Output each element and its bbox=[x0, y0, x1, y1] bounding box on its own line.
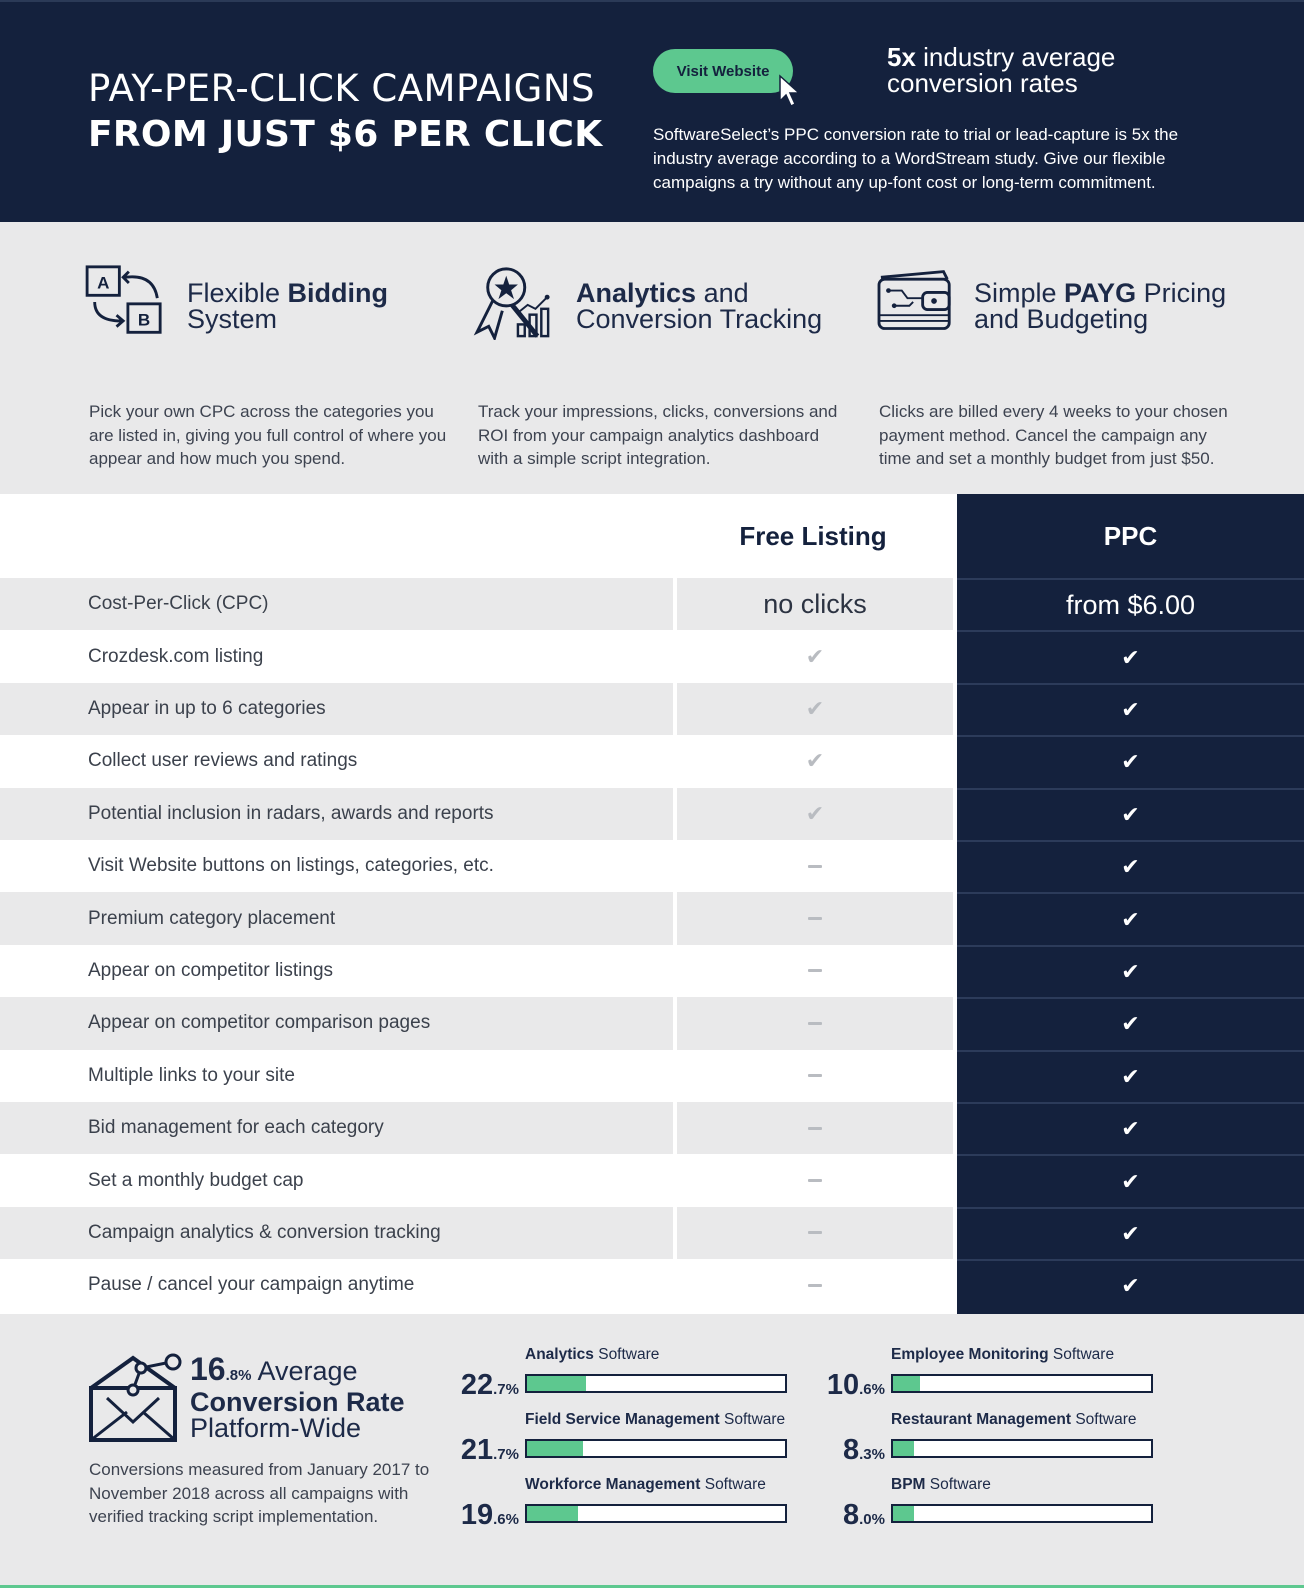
bar-percentage-dec: .0% bbox=[859, 1511, 885, 1528]
bar-label bbox=[891, 1346, 1114, 1364]
category-conversion-bar bbox=[427, 1340, 797, 1400]
cost-per-click-row bbox=[0, 578, 1304, 630]
bar-percentage-int: 21 bbox=[460, 1434, 494, 1466]
row-label: Multiple links to your site bbox=[88, 1064, 295, 1086]
ppc-cell bbox=[957, 683, 1304, 735]
free-cost-value: no clicks bbox=[763, 588, 867, 619]
free-cell bbox=[677, 1050, 953, 1102]
check-icon: ✔ bbox=[1121, 1220, 1140, 1246]
table-row bbox=[0, 1102, 1304, 1154]
check-icon: ✔ bbox=[805, 695, 825, 721]
feature-title-pre: Flexible bbox=[187, 278, 288, 308]
bar-label-rest: Software bbox=[700, 1476, 766, 1493]
bar-fill bbox=[527, 1506, 578, 1521]
feature-title-post: and bbox=[696, 278, 749, 308]
bar-track bbox=[891, 1374, 1153, 1393]
ppc-cell bbox=[957, 788, 1304, 840]
table-row bbox=[0, 1207, 1304, 1259]
ab-swap-icon bbox=[84, 264, 168, 338]
dash-icon bbox=[808, 1127, 822, 1130]
stats-section bbox=[0, 1314, 1304, 1588]
ppc-cell bbox=[957, 578, 1304, 630]
ppc-cell bbox=[957, 997, 1304, 1049]
table-row bbox=[0, 840, 1304, 892]
row-label: Campaign analytics & conversion tracking bbox=[0, 1207, 673, 1259]
free-cell bbox=[677, 892, 953, 944]
row-label: Appear on competitor comparison pages bbox=[0, 997, 673, 1049]
row-label: Collect user reviews and ratings bbox=[88, 750, 358, 772]
table-row bbox=[0, 997, 1304, 1049]
row-label: Appear in up to 6 categories bbox=[0, 683, 673, 735]
free-cell bbox=[677, 997, 953, 1049]
svg-text:A: A bbox=[97, 273, 110, 293]
bar-percentage bbox=[461, 1435, 519, 1470]
svg-text:B: B bbox=[137, 310, 151, 330]
free-cell bbox=[677, 840, 953, 892]
category-conversion-bar bbox=[793, 1340, 1163, 1400]
feature-description: Clicks are billed every 4 weeks to your chosen payment method. Cancel the campaign any time and set a monthly budget from just $50. bbox=[879, 402, 1228, 468]
ppc-cell bbox=[957, 1102, 1304, 1154]
category-conversion-bar bbox=[793, 1470, 1163, 1530]
row-label: Potential inclusion in radars, awards and reports bbox=[0, 788, 673, 840]
free-cell bbox=[677, 735, 953, 787]
check-icon: ✔ bbox=[805, 643, 825, 669]
dash-icon bbox=[808, 917, 822, 920]
bar-percentage-dec: .6% bbox=[493, 1511, 519, 1528]
bar-track bbox=[525, 1374, 787, 1393]
row-label: Premium category placement bbox=[0, 892, 673, 944]
ppc-header: PPC bbox=[1103, 520, 1158, 551]
row-label: Crozdesk.com listing bbox=[88, 645, 264, 667]
bar-label-bold: Analytics bbox=[525, 1346, 594, 1363]
average-line3: Platform-Wide bbox=[190, 1413, 362, 1443]
bar-label bbox=[525, 1346, 659, 1364]
bar-label bbox=[891, 1476, 991, 1494]
bar-percentage-dec: .7% bbox=[493, 1381, 519, 1398]
check-icon: ✔ bbox=[1121, 1273, 1140, 1299]
bar-percentage bbox=[827, 1370, 885, 1405]
bar-percentage-int: 8 bbox=[843, 1499, 860, 1531]
table-row bbox=[0, 788, 1304, 840]
dash-icon bbox=[808, 1074, 822, 1077]
bar-label-rest: Software bbox=[925, 1476, 991, 1493]
check-icon: ✔ bbox=[1121, 1168, 1140, 1194]
ppc-cell bbox=[957, 1154, 1304, 1206]
bar-percentage-int: 19 bbox=[460, 1499, 494, 1531]
free-cell bbox=[677, 578, 953, 630]
conversion-stat bbox=[887, 44, 1115, 96]
table-row bbox=[0, 630, 1304, 682]
category-conversion-bar bbox=[793, 1405, 1163, 1465]
free-cell bbox=[677, 788, 953, 840]
check-icon: ✔ bbox=[1121, 1116, 1140, 1142]
bar-percentage bbox=[461, 1370, 519, 1405]
bar-percentage bbox=[843, 1500, 885, 1535]
hero-title-line1: PAY-PER-CLICK CAMPAIGNS bbox=[88, 67, 595, 110]
hero-banner bbox=[0, 0, 1304, 222]
ppc-cell bbox=[957, 735, 1304, 787]
check-icon: ✔ bbox=[1121, 644, 1140, 670]
average-int: 16 bbox=[190, 1351, 226, 1387]
row-label: Set a monthly budget cap bbox=[88, 1169, 304, 1191]
hero-title bbox=[88, 66, 602, 158]
bar-percentage bbox=[843, 1435, 885, 1470]
average-dec: .8% bbox=[225, 1367, 252, 1384]
feature-title-line2: System bbox=[187, 304, 278, 334]
ppc-cell bbox=[957, 1259, 1304, 1311]
features-section bbox=[0, 222, 1304, 494]
feature-title-pre: Simple bbox=[974, 278, 1065, 308]
bar-label bbox=[525, 1411, 785, 1429]
ppc-cell bbox=[957, 892, 1304, 944]
dash-icon bbox=[808, 1179, 822, 1182]
ppc-cell bbox=[957, 1050, 1304, 1102]
ppc-cell bbox=[957, 840, 1304, 892]
average-conversion-title bbox=[190, 1351, 405, 1443]
check-icon: ✔ bbox=[1121, 906, 1140, 932]
table-row bbox=[0, 1259, 1304, 1311]
analytics-star-icon bbox=[473, 264, 557, 340]
free-listing-header: Free Listing bbox=[739, 520, 887, 551]
table-row bbox=[0, 945, 1304, 997]
wallet-icon bbox=[874, 264, 958, 338]
feature-title-bold: Bidding bbox=[287, 278, 389, 308]
feature-title-line2: and Budgeting bbox=[974, 304, 1149, 334]
bar-fill bbox=[893, 1506, 914, 1521]
feature-title bbox=[974, 280, 1226, 332]
bar-track bbox=[525, 1504, 787, 1523]
ppc-cell bbox=[957, 945, 1304, 997]
row-label: Appear on competitor listings bbox=[88, 959, 334, 981]
free-cell bbox=[677, 1102, 953, 1154]
bar-percentage-int: 22 bbox=[460, 1369, 494, 1401]
stat-multiplier: 5x bbox=[887, 42, 916, 72]
free-cell bbox=[677, 1259, 953, 1311]
ppc-cell bbox=[957, 630, 1304, 682]
comparison-table bbox=[0, 494, 1304, 1314]
dash-icon bbox=[808, 1284, 822, 1287]
category-conversion-bar bbox=[427, 1470, 797, 1530]
feature-title-bold: Analytics bbox=[576, 278, 697, 308]
dash-icon bbox=[808, 969, 822, 972]
free-cell bbox=[677, 630, 953, 682]
bar-fill bbox=[893, 1441, 914, 1456]
bar-label-bold: Restaurant Management bbox=[891, 1411, 1072, 1428]
feature-description: Pick your own CPC across the categories you are listed in, giving you full control of where you appear and how much you spend. bbox=[89, 402, 447, 468]
check-icon: ✔ bbox=[1121, 696, 1140, 722]
table-row bbox=[0, 683, 1304, 735]
feature-title-post: Pricing bbox=[1136, 278, 1227, 308]
check-icon: ✔ bbox=[1121, 854, 1140, 880]
stat-text-line2: conversion rates bbox=[887, 68, 1078, 98]
feature-title bbox=[576, 280, 822, 332]
average-description: Conversions measured from January 2017 to November 2018 across all campaigns with verified tracking script implementation. bbox=[89, 1460, 430, 1526]
free-cell bbox=[677, 683, 953, 735]
bar-label bbox=[891, 1411, 1137, 1429]
bar-percentage-dec: .6% bbox=[859, 1381, 885, 1398]
bar-percentage bbox=[461, 1500, 519, 1535]
stat-text: industry average bbox=[915, 42, 1116, 72]
mouse-pointer-icon bbox=[778, 74, 802, 108]
table-row bbox=[0, 1050, 1304, 1102]
bar-percentage-int: 10 bbox=[826, 1369, 860, 1401]
bar-fill bbox=[527, 1376, 586, 1391]
check-icon: ✔ bbox=[1121, 749, 1140, 775]
dash-icon bbox=[808, 1022, 822, 1025]
check-icon: ✔ bbox=[805, 800, 825, 826]
table-row bbox=[0, 735, 1304, 787]
check-icon: ✔ bbox=[1121, 958, 1140, 984]
check-icon: ✔ bbox=[1121, 1011, 1140, 1037]
bar-label-rest: Software bbox=[719, 1411, 786, 1428]
bar-label-bold: Employee Monitoring bbox=[891, 1346, 1049, 1363]
row-label: Visit Website buttons on listings, categories, etc. bbox=[88, 855, 494, 877]
bar-label-bold: Workforce Management bbox=[525, 1476, 701, 1493]
feature-title bbox=[187, 280, 388, 332]
bar-track bbox=[891, 1504, 1153, 1523]
bar-label bbox=[525, 1476, 766, 1494]
bar-percentage-int: 8 bbox=[843, 1434, 860, 1466]
average-line2: Conversion Rate bbox=[190, 1387, 405, 1417]
row-label: Bid management for each category bbox=[0, 1102, 673, 1154]
hero-description: SoftwareSelect’s PPC conversion rate to trial or lead-capture is 5x the industry average according to a WordStream study. Give our flexible campaigns a try without any up-font cost or long-term commitment. bbox=[653, 125, 1179, 192]
ppc-cost-value: from $6.00 bbox=[1065, 589, 1196, 620]
bar-fill bbox=[527, 1441, 583, 1456]
bar-label-rest: Software bbox=[1071, 1411, 1137, 1428]
bar-track bbox=[525, 1439, 787, 1458]
table-row bbox=[0, 1154, 1304, 1206]
hero-title-line2: FROM JUST $6 PER CLICK bbox=[88, 114, 603, 155]
bar-fill bbox=[893, 1376, 920, 1391]
bar-label-bold: BPM bbox=[891, 1476, 926, 1493]
check-icon: ✔ bbox=[805, 748, 825, 774]
bar-label-rest: Software bbox=[593, 1346, 660, 1363]
average-word: Average bbox=[251, 1356, 358, 1386]
free-cell bbox=[677, 1207, 953, 1259]
check-icon: ✔ bbox=[1121, 1063, 1140, 1089]
feature-description: Track your impressions, clicks, conversions and ROI from your campaign analytics dashboard with a simple script integration. bbox=[478, 402, 838, 468]
category-conversion-bar bbox=[427, 1405, 797, 1465]
envelope-network-icon bbox=[87, 1350, 183, 1442]
feature-title-line2: Conversion Tracking bbox=[576, 304, 823, 334]
dash-icon bbox=[808, 1231, 822, 1234]
row-label: Pause / cancel your campaign anytime bbox=[88, 1274, 415, 1296]
table-row bbox=[0, 892, 1304, 944]
bar-percentage-dec: .3% bbox=[859, 1446, 885, 1463]
free-cell bbox=[677, 945, 953, 997]
visit-website-button[interactable]: Visit Website bbox=[653, 49, 793, 93]
check-icon: ✔ bbox=[1121, 801, 1140, 827]
dash-icon bbox=[808, 865, 822, 868]
bar-track bbox=[891, 1439, 1153, 1458]
bar-percentage-dec: .7% bbox=[493, 1446, 519, 1463]
bar-label-rest: Software bbox=[1048, 1346, 1115, 1363]
feature-title-bold: PAYG bbox=[1064, 278, 1137, 308]
ppc-cell bbox=[957, 1207, 1304, 1259]
row-label: Cost-Per-Click (CPC) bbox=[0, 578, 673, 630]
free-cell bbox=[677, 1154, 953, 1206]
bar-label-bold: Field Service Management bbox=[525, 1411, 720, 1428]
